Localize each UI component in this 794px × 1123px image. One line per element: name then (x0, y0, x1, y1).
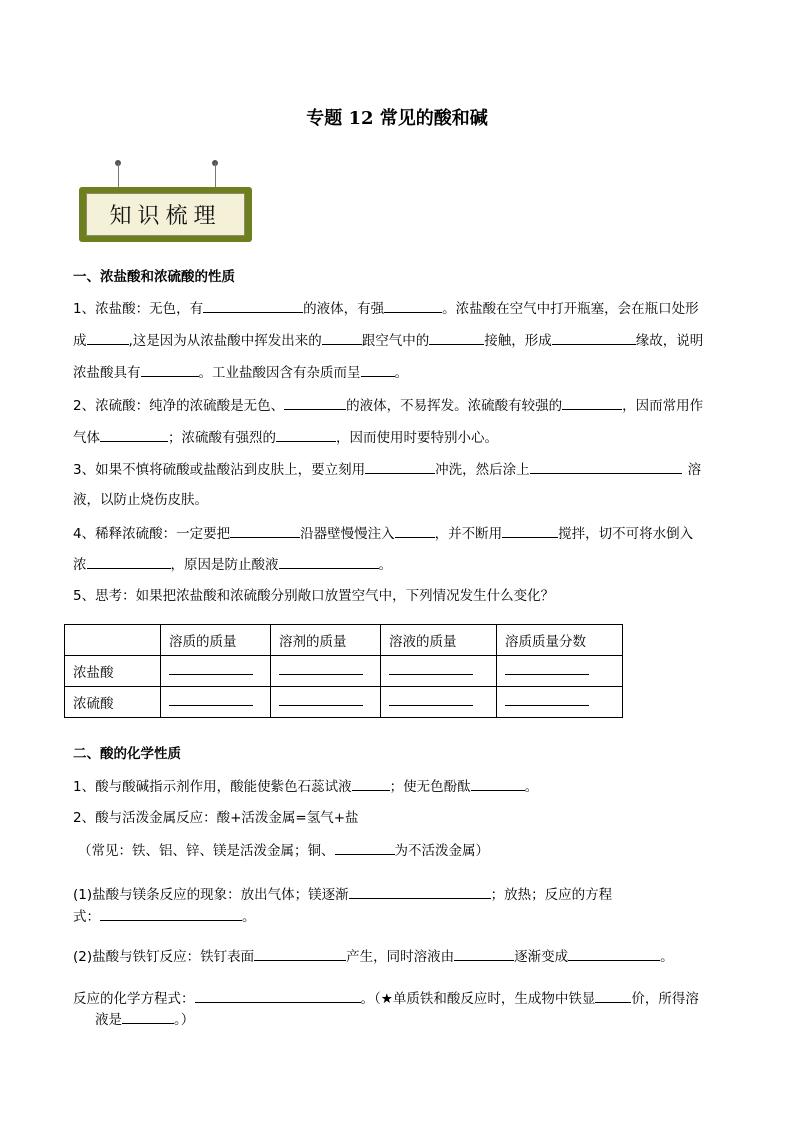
table-header-cell (65, 625, 161, 656)
answer-blank (161, 656, 271, 687)
table-row (65, 687, 623, 718)
paragraph-line: 液是 。） (95, 1009, 194, 1030)
answer-blank (381, 687, 497, 718)
paragraph-line: 反应的化学方程式： 。（★单质铁和酸反应时，生成物中铁显 价，所得溶 (73, 988, 699, 1009)
table-header-cell: 溶质质量分数 (497, 625, 623, 656)
page-title: 专题 12 常见的酸和碱 (306, 108, 488, 129)
answer-blank (497, 687, 623, 718)
paragraph-line: 1、酸与酸碱指示剂作用，酸能使紫色石蕊试液 ；使无色酚酞 。 (73, 776, 538, 797)
wire (118, 163, 119, 188)
table-header-cell: 溶液的质量 (381, 625, 497, 656)
paragraph-line: 浓 ，原因是防止酸液 。 (73, 554, 392, 575)
paragraph-line: (2)盐酸与铁钉反应：铁钉表面 产生，同时溶液由 逐渐变成 。 (73, 946, 674, 967)
paragraph-line: 2、浓硫酸：纯净的浓硫酸是无色、 的液体，不易挥发。浓硫酸有较强的 ，因而常用作 (73, 395, 703, 416)
properties-table (64, 624, 623, 718)
paragraph-line: 式： 。 (73, 906, 256, 927)
sign-label: 知识梳理 (86, 193, 245, 236)
paragraph-line: 3、如果不慎将硫酸或盐酸沾到皮肤上，要立刻用 冲洗，然后涂上 溶 (73, 459, 701, 480)
paragraph-line: 气体 ；浓硫酸有强烈的 ，因而使用时要特别小心。 (73, 427, 498, 448)
paragraph-line: 液，以防止烧伤皮肤。 (73, 492, 208, 508)
paragraph-line: (1)盐酸与镁条反应的现象：放出气体；镁逐渐 ；放热；反应的方程 (73, 884, 612, 905)
section-heading: 一、浓盐酸和浓硫酸的性质 (73, 269, 235, 285)
section-heading: 二、酸的化学性质 (73, 746, 181, 762)
paragraph-line: 5、思考：如果把浓盐酸和浓硫酸分别敞口放置空气中，下列情况发生什么变化？ (73, 588, 555, 604)
answer-blank (381, 656, 497, 687)
row-label: 浓盐酸 (65, 656, 161, 687)
wire (215, 163, 216, 188)
paragraph-line: 2、酸与活泼金属反应：酸+活泼金属=氢气+盐 (73, 810, 359, 826)
paragraph-line: 浓盐酸具有 。工业盐酸因含有杂质而呈 。 (73, 362, 408, 383)
table-header-cell: 溶质的质量 (161, 625, 271, 656)
paragraph-line: 4、稀释浓硫酸：一定要把 沿器壁慢慢注入 ，并不断用 搅拌，切不可将水倒入 (73, 523, 693, 544)
paragraph-line: （常见：铁、铝、锌、镁是活泼金属；铜、 为不活泼金属） (78, 840, 489, 861)
row-label: 浓硫酸 (65, 687, 161, 718)
answer-blank (271, 687, 381, 718)
paragraph-line: 1、浓盐酸：无色，有 的液体，有强 。浓盐酸在空气中打开瓶塞，会在瓶口处形 (73, 298, 699, 319)
answer-blank (497, 656, 623, 687)
table-row (65, 656, 623, 687)
answer-blank (271, 656, 381, 687)
answer-blank (161, 687, 271, 718)
paragraph-line: 成 ,这是因为从浓盐酸中挥发出来的 跟空气中的 接触，形成 缘故，说明 (73, 330, 703, 351)
table-header-cell: 溶剂的质量 (271, 625, 381, 656)
table-header-row (65, 625, 623, 656)
